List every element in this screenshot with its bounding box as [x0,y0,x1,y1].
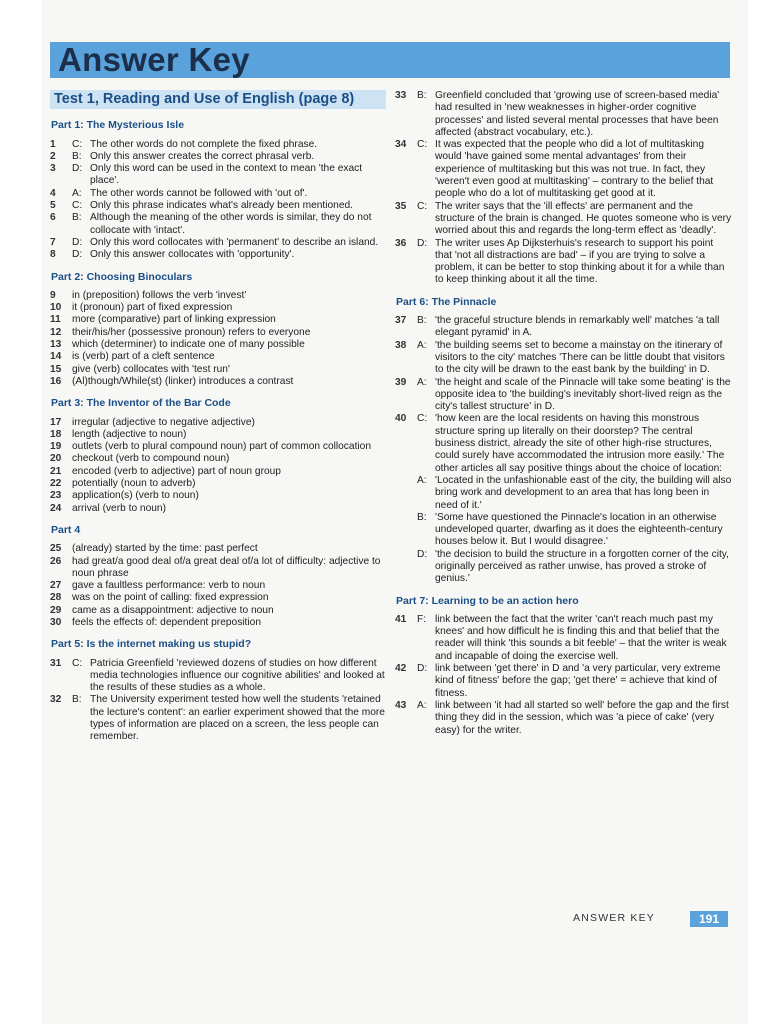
answer-text: 'the building seems set to become a mainstay on the itinerary of visitors to the city' matches 'There can be little doubt that visitors to the city will be drawn to the east bank by the building' in D. [435,339,725,376]
answer-number: 18 [50,428,62,440]
answer-item [50,429,386,441]
answer-item [50,314,386,326]
answer-number: 28 [50,592,62,604]
title-banner [50,42,730,78]
answer-letter: D: [72,249,83,261]
answer-text: link between 'it had all started so well' before the gap and the first thing they did in the session, which was 'a piece of cake' (very easy) for the writer. [435,699,729,736]
answer-number: 34 [395,139,407,151]
answer-item [50,302,386,314]
answer-item [50,617,386,629]
test-subtitle: Test 1, Reading and Use of English (page 8) [50,90,386,109]
part6-heading: Part 6: The Pinnacle [396,295,497,308]
answer-letter: D: [417,663,428,675]
answer-item [50,339,386,351]
answer-item [50,163,386,188]
answer-letter: B: [417,90,427,101]
answer-letter: D: [72,236,83,248]
answer-item [50,200,386,212]
answer-number: 15 [50,363,62,375]
answer-number: 26 [50,555,62,567]
part5-list-a [50,658,386,744]
answer-number [395,549,417,586]
answer-letter: C: [417,200,428,212]
answer-number: 37 [395,315,407,327]
answer-number: 2 [50,150,56,162]
answer-text: Although the meaning of the other words is similar, they do not collocate with 'intact'. [90,212,372,236]
answer-number: 40 [395,413,407,425]
answer-item [50,188,386,200]
part7-list [395,614,733,737]
answer-text: The other words do not complete the fixed phrase. [90,138,318,150]
answer-number: 33 [395,90,407,101]
answer-letter: D: [417,237,428,249]
answer-letter: D: [72,163,83,175]
answer-item [395,90,733,139]
answer-number: 41 [395,613,407,625]
answer-item [395,413,733,474]
answer-letter: C: [417,413,428,425]
answer-item [395,201,733,238]
answer-text: The writer says that the 'ill effects' are permanent and the structure of the brain is changed. He quotes someone who is very worried about this and regards the long-term effect as 'deadly'. [435,200,732,237]
answer-item [395,663,733,700]
answer-number: 25 [50,543,62,555]
answer-letter: A: [417,699,427,711]
answer-text: length (adjective to noun) [72,428,187,440]
answer-text: encoded (verb to adjective) part of noun group [72,465,281,477]
answer-number: 20 [50,453,62,465]
answer-number: 10 [50,302,62,314]
answer-text: potentially (noun to adverb) [72,478,196,490]
answer-item [50,543,386,555]
answer-letter: B: [72,694,82,706]
answer-text: give (verb) collocates with 'test run' [72,363,230,375]
answer-item [50,580,386,592]
answer-number: 36 [395,237,407,249]
answer-number: 29 [50,604,62,616]
answer-text: is (verb) part of a cleft sentence [72,351,215,363]
answer-number: 9 [50,289,56,301]
answer-item [50,212,386,237]
answer-number: 27 [50,580,62,592]
answer-item [395,700,733,737]
part3-heading: Part 3: The Inventor of the Bar Code [51,397,231,410]
right-column [395,90,733,737]
answer-text: The University experiment tested how well the students 'retained the lecture's content': an earlier experiment showed that the more types of information are placed on a screen, the less people can remember. [90,694,385,743]
footer-label: ANSWER KEY [573,912,656,924]
answer-letter: B: [417,511,427,523]
answer-item [50,453,386,465]
answer-item [50,592,386,604]
answer-text: Only this word collocates with 'permanent' to describe an island. [90,236,379,248]
answer-text: which (determiner) to indicate one of many possible [72,339,305,351]
answer-number: 17 [50,416,62,428]
part3-list [50,417,386,515]
answer-item [395,139,733,200]
answer-item [395,475,733,512]
answer-number: 30 [50,616,62,628]
answer-text: It was expected that the people who did a lot of multitasking would 'have gained some mental advantages' from their experience of multitasking but this was not true. In fact, they 'weren't even good at multitasking' – contrary to the belief that people who do a lot of multitasking get good at it. [435,139,714,200]
answer-number: 31 [50,657,62,669]
answer-number: 42 [395,663,407,675]
part4-heading: Part 4 [51,523,81,536]
answer-item [395,315,733,340]
answer-text: their/his/her (possessive pronoun) refers to everyone [72,326,311,338]
answer-text: outlets (verb to plural compound noun) part of common collocation [72,441,371,453]
answer-number: 19 [50,441,62,453]
answer-text: 'Some have questioned the Pinnacle's location in an otherwise undeveloped quarter, dwarfing as it does the eighteenth-century houses below it. But I would disagree.' [435,511,723,548]
part1-heading: Part 1: The Mysterious Isle [51,119,185,132]
part5-list-b [395,90,733,287]
answer-number: 22 [50,478,62,490]
part7-heading: Part 7: Learning to be an action hero [396,594,579,607]
answer-number: 8 [50,249,56,261]
answer-text: 'the decision to build the structure in a forgotten corner of the city, originally perceived as rather unwise, has proved a stroke of genius.' [435,548,729,585]
answer-letter: B: [72,212,82,224]
answer-item [50,605,386,617]
answer-letter: A: [72,187,82,199]
answer-item [395,238,733,287]
answer-text: 'the height and scale of the Pinnacle will take some beating' is the opposite idea to 'the building's inevitably short-lived reign as the city's tallest structure' in D. [435,376,731,413]
answer-number: 1 [50,138,56,150]
answer-text: gave a faultless performance: verb to noun [72,580,266,592]
answer-number: 12 [50,326,62,338]
answer-number: 23 [50,490,62,502]
answer-text: Only this phrase indicates what's already been mentioned. [90,200,354,212]
answer-number: 4 [50,187,56,199]
answer-number: 14 [50,351,62,363]
part1-list [50,139,386,262]
answer-text: it (pronoun) part of fixed expression [72,302,233,314]
part2-heading: Part 2: Choosing Binoculars [51,270,193,283]
answer-text: Patricia Greenfield 'reviewed dozens of studies on how different media technologies influence our cognitive abilities' and looked at the results of these studies as a whole. [90,657,385,694]
answer-text: had great/a good deal of/a great deal of/a lot of difficulty: adjective to noun phrase [72,555,381,579]
answer-item [50,376,386,388]
answer-letter: D: [417,548,428,560]
answer-text: Only this answer collocates with 'opportunity'. [90,249,295,261]
answer-text: (already) started by the time: past perfect [72,543,258,555]
answer-text: Only this word can be used in the context to mean 'the exact place'. [90,163,363,187]
answer-text: 'Located in the unfashionable east of the city, the building will also bring work and development to an area that has long been in need of it.' [435,474,732,511]
answer-text: was on the point of calling: fixed expression [72,592,269,604]
answer-number: 32 [50,694,62,706]
answer-letter: C: [72,138,83,150]
answer-item [50,351,386,363]
answer-text: irregular (adjective to negative adjective) [72,416,255,428]
answer-item [50,466,386,478]
answer-letter: B: [417,315,427,327]
answer-number: 13 [50,339,62,351]
answer-item [50,290,386,302]
answer-number: 6 [50,212,56,224]
answer-item [395,614,733,663]
answer-number: 3 [50,163,56,175]
answer-letter: A: [417,474,427,486]
answer-letter: C: [72,657,83,669]
answer-item [50,658,386,695]
answer-item [395,549,733,586]
answer-item [395,512,733,549]
answer-text: The writer uses Ap Dijksterhuis's research to support his point that 'not all distractions are bad' – if you are trying to solve a problem, it can be better to stop thinking about it for a while than to keep thinking about it all the time. [435,237,725,286]
answer-number: 24 [50,502,62,514]
answer-text: application(s) (verb to noun) [72,490,199,502]
answer-number: 39 [395,376,407,388]
answer-letter: B: [72,150,82,162]
answer-number: 21 [50,465,62,477]
answer-item [50,249,386,261]
answer-text: link between the fact that the writer 'can't reach much past my knees' and how difficult he is finding this and that belief that the reader will think 'this sounds a bit feeble' – that the writer is weak and incapable of doing the exercise well. [435,613,727,662]
answer-text: feels the effects of: dependent preposition [72,616,261,628]
page-number: 191 [690,911,728,927]
answer-text: more (comparative) part of linking expression [72,314,276,326]
answer-number: 16 [50,375,62,387]
answer-text: in (preposition) follows the verb 'invest' [72,289,247,301]
answer-number [395,475,417,512]
answer-item [395,377,733,414]
part2-list [50,290,386,388]
answer-item [50,478,386,490]
answer-number: 38 [395,339,407,351]
answer-letter: F: [417,613,427,625]
answer-number: 43 [395,699,407,711]
answer-text: came as a disappointment: adjective to noun [72,604,274,616]
answer-item [50,694,386,743]
left-column [50,90,386,744]
answer-text: (Al)though/While(st) (linker) introduces a contrast [72,375,294,387]
answer-item [50,441,386,453]
answer-letter: A: [417,376,427,388]
answer-item [50,417,386,429]
page-title: Answer Key [58,41,250,78]
answer-item [50,237,386,249]
answer-item [50,139,386,151]
answer-number: 5 [50,200,56,212]
part6-list [395,315,733,586]
answer-item [50,327,386,339]
answer-text: checkout (verb to compound noun) [72,453,230,465]
answer-text: The other words cannot be followed with 'out of'. [90,187,308,199]
answer-item [50,556,386,581]
part4-list [50,543,386,629]
answer-number: 11 [50,314,61,326]
answer-item [50,151,386,163]
answer-text: link between 'get there' in D and 'a very particular, very extreme kind of fitness' before the gap; 'get there' = achieve that kind of fitness. [435,663,721,699]
answer-text: 'the graceful structure blends in remarkably well' matches 'a tall elegant pyramid' in A. [435,315,720,339]
answer-item [50,503,386,515]
answer-text: arrival (verb to noun) [72,502,166,514]
answer-letter: C: [417,139,428,151]
answer-item [50,490,386,502]
answer-text: Only this answer creates the correct phrasal verb. [90,150,315,162]
answer-letter: A: [417,339,427,351]
answer-number: 7 [50,236,56,248]
answer-number: 35 [395,200,407,212]
answer-item [50,364,386,376]
answer-text: 'how keen are the local residents on having this monstrous structure spring up literally on their doorstep? The central business district, already the site of other high-rise structures, could surely have accommodated the intrusion more easily.' The other articles all say positive things about the choice of location: [435,413,725,474]
answer-text: Greenfield concluded that 'growing use of screen-based media' had resulted in 'new weaknesses in higher-order cognitive processes' and listed several mental processes that have been affected (abstract vocabulary, etc.). [435,90,720,138]
answer-number [395,512,417,549]
answer-item [395,340,733,377]
part5-heading: Part 5: Is the internet making us stupid? [51,638,252,651]
answer-letter: C: [72,200,83,212]
